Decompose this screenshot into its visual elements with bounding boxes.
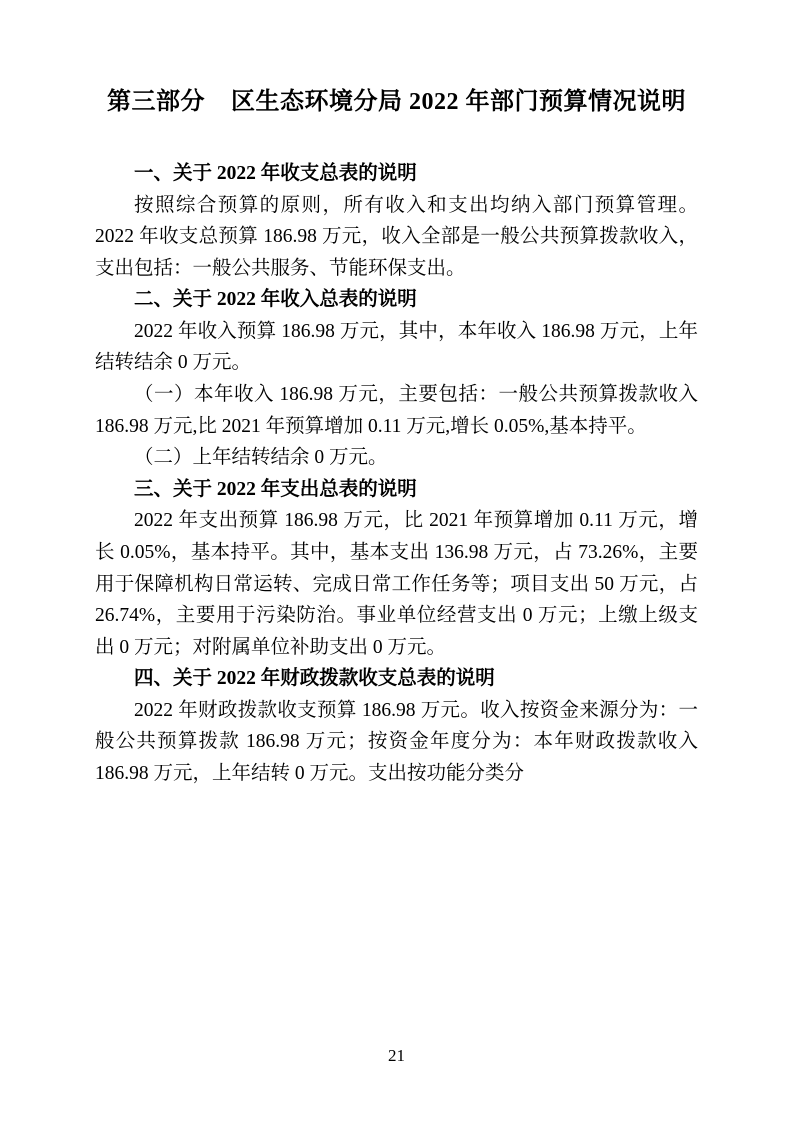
paragraph-6: 2022 年财政拨款收支预算 186.98 万元。收入按资金来源分为：一般公共预算拨款 186.98 万元；按资金年度分为：本年财政拨款收入 186.98 万元，上年结转 0 万元。支出按功能分类分 [95, 699, 698, 784]
page-number: 21 [388, 1046, 405, 1065]
page-title: 第三部分 区生态环境分局 2022 年部门预算情况说明 [107, 89, 686, 115]
paragraph-1: 按照综合预算的原则，所有收入和支出均纳入部门预算管理。2022 年收支总预算 186.98 万元，收入全部是一般公共预算拨款收入，支出包括：一般公共服务、节能环保支出。 [95, 194, 698, 279]
paragraph-2: 2022 年收入预算 186.98 万元，其中，本年收入 186.98 万元，上年结转结余 0 万元。 [95, 320, 698, 374]
paragraph-4: （二）上年结转结余 0 万元。 [134, 447, 388, 469]
section-heading-2: 二、关于 2022 年收入总表的说明 [134, 289, 417, 311]
paragraph-3: （一）本年收入 186.98 万元，主要包括：一般公共预算拨款收入 186.98 万元,比 2021 年预算增加 0.11 万元,增长 0.05%,基本持平。 [95, 384, 698, 437]
document-body [95, 158, 698, 790]
title-spacer [95, 120, 698, 158]
section-heading-4: 四、关于 2022 年财政拨款收支总表的说明 [134, 668, 495, 690]
section-heading-3: 三、关于 2022 年支出总表的说明 [134, 478, 417, 500]
section-heading-1: 一、关于 2022 年收支总表的说明 [134, 163, 417, 184]
paragraph-5: 2022 年支出预算 186.98 万元，比 2021 年预算增加 0.11 万元，增长 0.05%，基本持平。其中，基本支出 136.98 万元，占 73.26%，主要用于保障机构日常运转、完成日常工作任务等；项目支出 50 万元，占 26.74%，主要用于污染防治。事业单位经营支出 0 万元；上缴上级支出 0 万元；对附属单位补助支出 0 万元。 [95, 510, 698, 658]
